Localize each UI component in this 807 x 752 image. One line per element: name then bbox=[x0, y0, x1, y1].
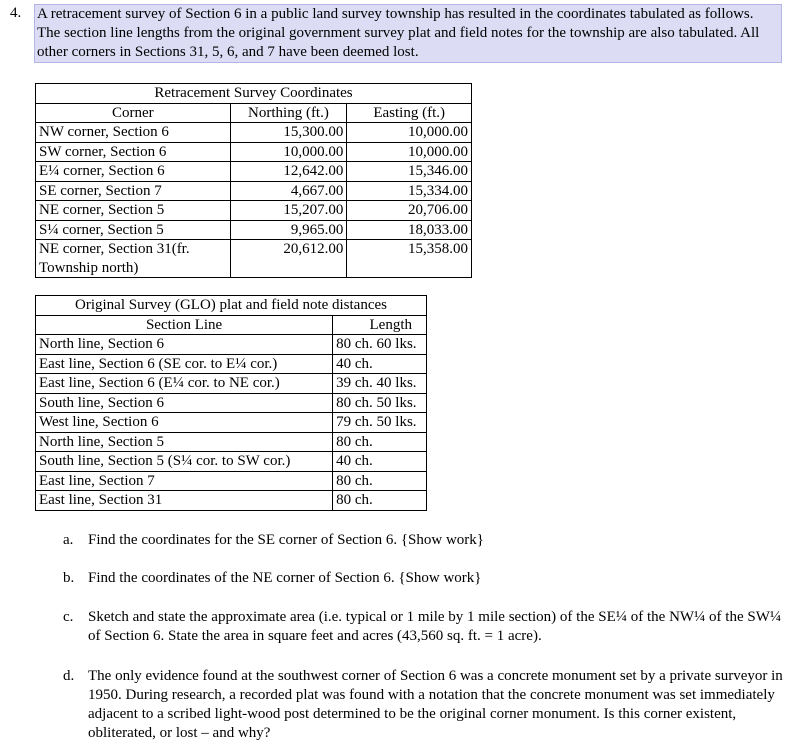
glo-distances-table bbox=[35, 295, 427, 511]
subquestion-label: a. bbox=[63, 532, 74, 548]
table-row bbox=[36, 354, 427, 374]
table-row bbox=[36, 240, 472, 278]
line-length: 80 ch. bbox=[333, 471, 427, 491]
section-line: East line, Section 31 bbox=[36, 491, 333, 511]
northing-value: 15,207.00 bbox=[230, 201, 347, 221]
table-row bbox=[36, 181, 472, 201]
section-line: South line, Section 6 bbox=[36, 393, 333, 413]
corner-name: SW corner, Section 6 bbox=[36, 142, 231, 162]
line-length: 80 ch. 50 lks. bbox=[333, 393, 427, 413]
table-row bbox=[36, 220, 472, 240]
subquestion-text: Find the coordinates for the SE corner of Section 6. {Show work} bbox=[88, 532, 484, 548]
easting-value: 15,334.00 bbox=[347, 181, 472, 201]
line-length: 79 ch. 50 lks. bbox=[333, 413, 427, 433]
question-text[interactable]: A retracement survey of Section 6 in a public land survey township has resulted in the coordinates tabulated as follows. The section line lengths from the original government survey plat and field notes for the township are also tabulated. All other corners in Sections 31, 5, 6, and 7 have been deemed lost. bbox=[34, 4, 782, 63]
table-row bbox=[36, 201, 472, 221]
table-row bbox=[36, 452, 427, 472]
corner-name: NE corner, Section 31(fr. Township north) bbox=[36, 240, 231, 278]
coords-header-corner: Corner bbox=[36, 103, 231, 123]
northing-value: 15,300.00 bbox=[230, 123, 347, 143]
table-row bbox=[36, 162, 472, 182]
coords-header-easting: Easting (ft.) bbox=[347, 103, 472, 123]
easting-value: 10,000.00 bbox=[347, 123, 472, 143]
line-length: 80 ch. bbox=[333, 432, 427, 452]
line-length: 39 ch. 40 lks. bbox=[333, 374, 427, 394]
northing-value: 9,965.00 bbox=[230, 220, 347, 240]
table-row bbox=[36, 142, 472, 162]
line-length: 80 ch. bbox=[333, 491, 427, 511]
subquestion-text: Sketch and state the approximate area (i.e. typical or 1 mile by 1 mile section) of the SE¼ of the NW¼ of the SW¼ of Section 6. State the area in square feet and acres (43,560 sq. ft. = 1 acre). bbox=[88, 609, 782, 644]
subquestion-text: The only evidence found at the southwest corner of Section 6 was a concrete monument set by a private surveyor in 1950. During research, a recorded plat was found with a notation that the concrete monument was set immediately adjacent to a scribed light-wood post determined to be the original corner monument. Is this corner existent, obliterated, or lost – and why? bbox=[88, 668, 783, 741]
question-number: 4. bbox=[10, 5, 22, 21]
corner-name: NW corner, Section 6 bbox=[36, 123, 231, 143]
northing-value: 10,000.00 bbox=[230, 142, 347, 162]
subquestion-label: d. bbox=[63, 668, 75, 684]
coords-table-caption: Retracement Survey Coordinates bbox=[36, 84, 472, 104]
section-line: East line, Section 7 bbox=[36, 471, 333, 491]
easting-value: 15,358.00 bbox=[347, 240, 472, 278]
section-line: East line, Section 6 (E¼ cor. to NE cor.) bbox=[36, 374, 333, 394]
subquestion-label: c. bbox=[63, 609, 74, 625]
table-row bbox=[36, 374, 427, 394]
table-row bbox=[36, 393, 427, 413]
northing-value: 4,667.00 bbox=[230, 181, 347, 201]
glo-header-length: Length bbox=[333, 315, 427, 335]
easting-value: 10,000.00 bbox=[347, 142, 472, 162]
section-line: North line, Section 6 bbox=[36, 335, 333, 355]
retracement-coordinates-table bbox=[35, 83, 472, 278]
glo-header-section-line: Section Line bbox=[36, 315, 333, 335]
subquestion-text: Find the coordinates of the NE corner of Section 6. {Show work} bbox=[88, 570, 482, 586]
corner-name: SE corner, Section 7 bbox=[36, 181, 231, 201]
table-row bbox=[36, 123, 472, 143]
line-length: 40 ch. bbox=[333, 452, 427, 472]
table-row bbox=[36, 413, 427, 433]
section-line: East line, Section 6 (SE cor. to E¼ cor.) bbox=[36, 354, 333, 374]
line-length: 80 ch. 60 lks. bbox=[333, 335, 427, 355]
corner-name: NE corner, Section 5 bbox=[36, 201, 231, 221]
easting-value: 20,706.00 bbox=[347, 201, 472, 221]
northing-value: 12,642.00 bbox=[230, 162, 347, 182]
section-line: West line, Section 6 bbox=[36, 413, 333, 433]
section-line: North line, Section 5 bbox=[36, 432, 333, 452]
corner-name: S¼ corner, Section 5 bbox=[36, 220, 231, 240]
easting-value: 18,033.00 bbox=[347, 220, 472, 240]
corner-name: E¼ corner, Section 6 bbox=[36, 162, 231, 182]
glo-table-caption: Original Survey (GLO) plat and field note distances bbox=[36, 296, 427, 316]
easting-value: 15,346.00 bbox=[347, 162, 472, 182]
table-row bbox=[36, 471, 427, 491]
subquestion-label: b. bbox=[63, 570, 75, 586]
table-row bbox=[36, 491, 427, 511]
table-row bbox=[36, 432, 427, 452]
northing-value: 20,612.00 bbox=[230, 240, 347, 278]
line-length: 40 ch. bbox=[333, 354, 427, 374]
coords-header-northing: Northing (ft.) bbox=[230, 103, 347, 123]
table-row bbox=[36, 335, 427, 355]
section-line: South line, Section 5 (S¼ cor. to SW cor.) bbox=[36, 452, 333, 472]
